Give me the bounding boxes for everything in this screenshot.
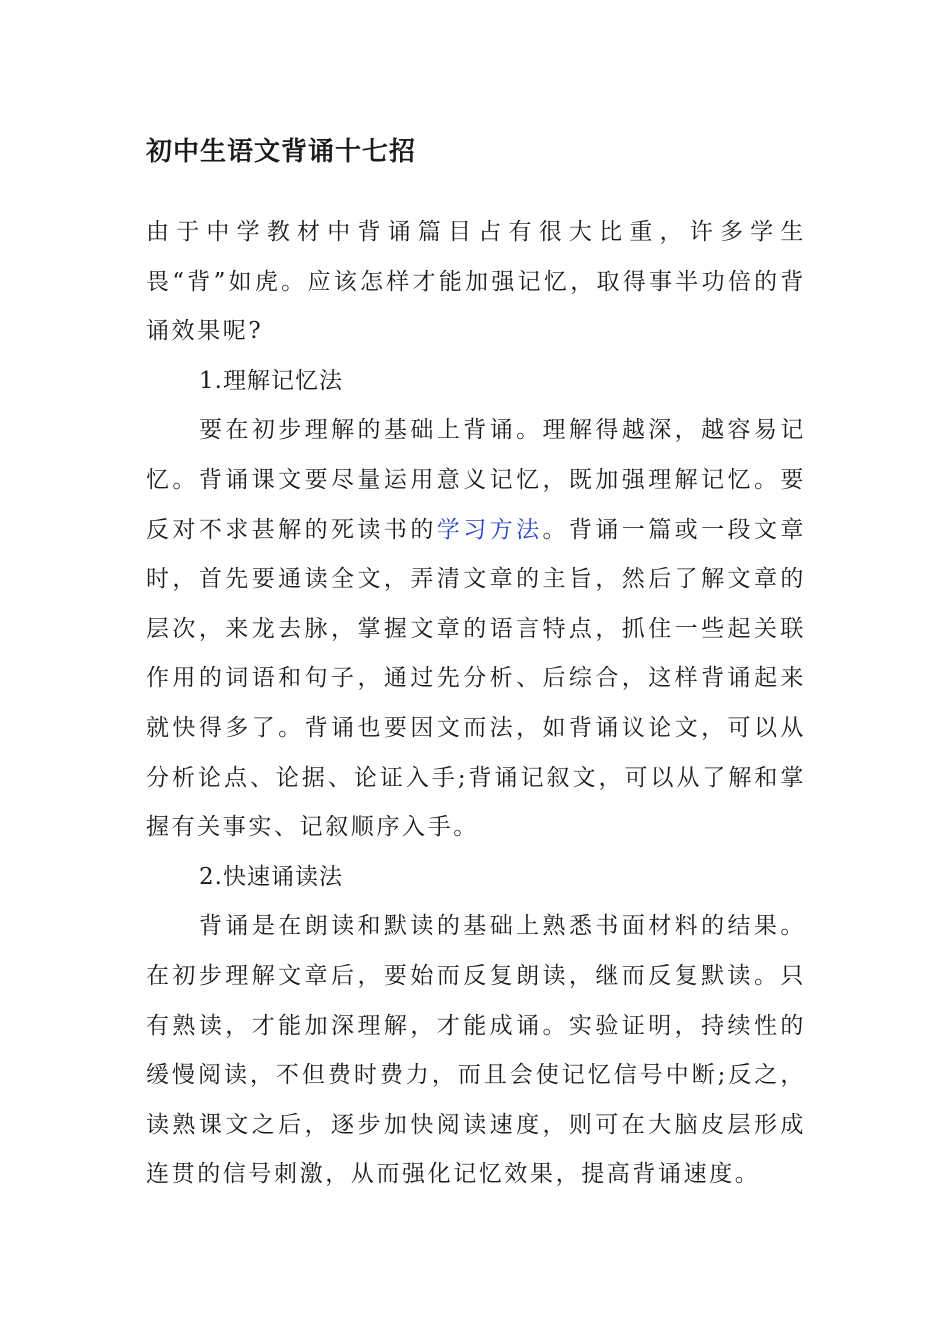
- section-1-heading: 1.理解记忆法: [199, 367, 343, 394]
- document-title: 初中生语文背诵十七招: [146, 137, 417, 167]
- intro-paragraph: 由于中学教材中背诵篇目占有很大比重，许多学生畏“背”如虎。应该怎样才能加强记忆，取得事半功倍的背诵效果呢?: [146, 219, 806, 345]
- document-page: [146, 128, 806, 1200]
- section-2-heading: 2.快速诵读法: [199, 863, 343, 890]
- section-1-text-before-link: 要在初步理解的基础上背诵。理解得越深，越容易记忆。背诵课文要尽量运用意义记忆，既加强理解记忆。要反对不求甚解的死读书的: [146, 417, 806, 543]
- section-1-paragraph: [146, 406, 806, 852]
- section-1-text-after-link: 。背诵一篇或一段文章时，首先要通读全文，弄清文章的主旨，然后了解文章的层次，来龙去脉，掌握文章的语言特点，抓住一些起关联作用的词语和句子，通过先分析、后综合，这样背诵起来就快得多了。背诵也要因文而法，如背诵议论文，可以从分析论点、论据、论证入手;背诵记叙文，可以从了解和掌握有关事实、记叙顺序入手。: [146, 516, 806, 841]
- study-method-link[interactable]: 学习方法: [436, 516, 543, 543]
- section-2-paragraph: 背诵是在朗读和默读的基础上熟悉书面材料的结果。在初步理解文章后，要始而反复朗读，继而反复默读。只有熟读，才能加深理解，才能成诵。实验证明，持续性的缓慢阅读，不但费时费力，而且会使记忆信号中断;反之，读熟课文之后，逐步加快阅读速度，则可在大脑皮层形成连贯的信号刺激，从而强化记忆效果，提高背诵速度。: [146, 913, 806, 1188]
